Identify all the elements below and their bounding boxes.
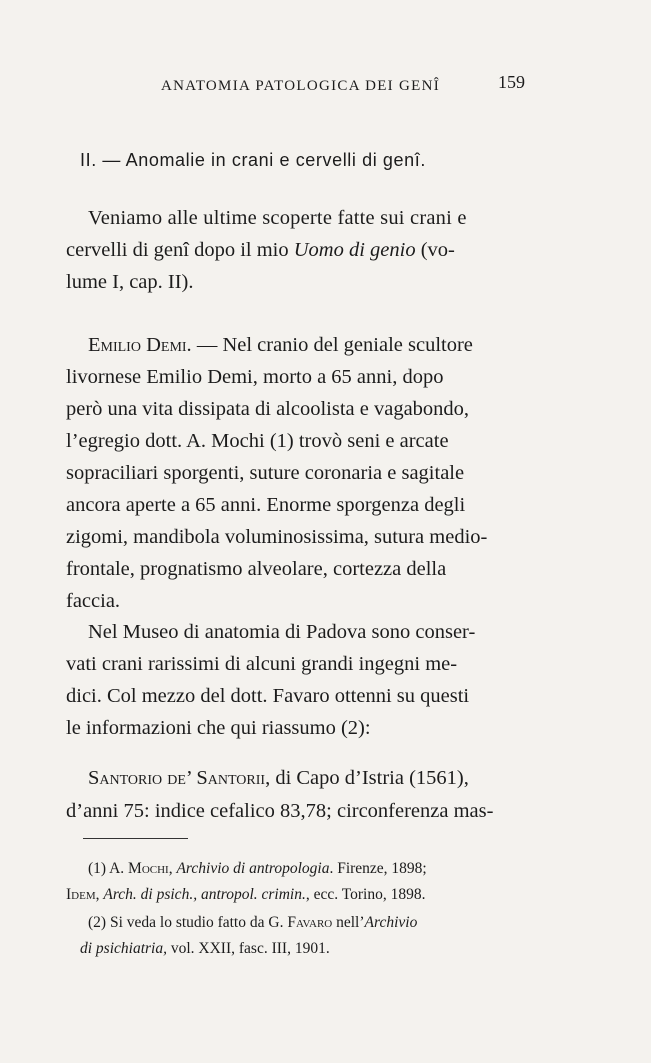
para2-line9: faccia. — [66, 590, 121, 612]
para3-line2: vati crani rarissimi di alcuni grandi ingegni me- — [66, 653, 458, 675]
footnote-1-continued — [66, 886, 425, 904]
running-header: ANATOMIA PATOLOGICA DEI GENÎ — [161, 78, 441, 94]
footnote-2 — [88, 914, 417, 932]
para2-line6: ancora aperte a 65 anni. Enorme sporgenza degli — [66, 494, 466, 516]
text-segment: . Firenze, 1898; — [329, 860, 427, 877]
text-segment: — Nel cranio del geniale scultore — [191, 334, 473, 356]
para2-line7: zigomi, mandibola voluminosissima, sutura medio- — [66, 526, 488, 548]
footnote-rule — [83, 838, 188, 839]
person-name: Emilio Demi. — [88, 334, 192, 356]
para4-line2: d’anni 75: indice cefalico 83,78; circonferenza mas- — [66, 800, 494, 822]
para2-line4: l’egregio dott. A. Mochi (1) trovò seni e arcate — [66, 430, 449, 452]
text-segment: nell’ — [332, 914, 365, 931]
journal-title: Archivio di antropologia — [176, 860, 330, 877]
para4-line1 — [88, 767, 469, 790]
para3-line3: dici. Col mezzo del dott. Favaro ottenni su questi — [66, 685, 470, 707]
para1-line1: Veniamo alle ultime scoperte fatte sui crani e — [88, 207, 467, 229]
journal-title: Archivio — [364, 914, 418, 931]
text-segment: (1) A. — [88, 860, 129, 877]
text-segment: , di Capo d’Istria (1561), — [265, 767, 469, 789]
page-number: 159 — [498, 72, 525, 92]
para2-line8: frontale, prognatismo alveolare, cortezza della — [66, 558, 447, 580]
text-segment: cervelli di genî dopo il mio — [66, 239, 294, 261]
author-name: Favaro — [287, 914, 333, 931]
para1-line2 — [66, 239, 455, 262]
para2-line2: livornese Emilio Demi, morto a 65 anni, dopo — [66, 366, 444, 388]
author-name: Mochi — [128, 860, 169, 877]
text-segment: (vo- — [415, 239, 455, 261]
para3-line4: le informazioni che qui riassumo (2): — [66, 717, 371, 739]
section-title: II. — Anomalie in crani e cervelli di genî. — [80, 150, 426, 170]
text-segment: , ecc. Torino, 1898. — [305, 886, 426, 903]
text-segment: (2) Si veda lo studio fatto da G. — [88, 914, 288, 931]
para2-line5: sopraciliari sporgenti, suture coronaria e sagitale — [66, 462, 465, 484]
para2-line1 — [88, 334, 473, 357]
text-segment: , — [168, 860, 177, 877]
journal-title: di psichiatria, — [80, 940, 167, 957]
footnote-1 — [88, 860, 427, 878]
journal-title: Arch. di psich., antropol. crimin. — [103, 886, 306, 903]
person-name: Santorio de’ Santorii — [88, 767, 266, 789]
footnote-2-continued — [80, 940, 330, 958]
para2-line3: però una vita dissipata di alcoolista e vagabondo, — [66, 398, 470, 420]
book-title: Uomo di genio — [293, 239, 416, 261]
text-segment: vol. XXII, fasc. III, 1901. — [166, 940, 330, 957]
author-name: Idem — [66, 886, 96, 903]
para1-line3: lume I, cap. II). — [66, 271, 194, 293]
text-segment: , — [95, 886, 104, 903]
para3-line1: Nel Museo di anatomia di Padova sono conser- — [88, 621, 476, 643]
